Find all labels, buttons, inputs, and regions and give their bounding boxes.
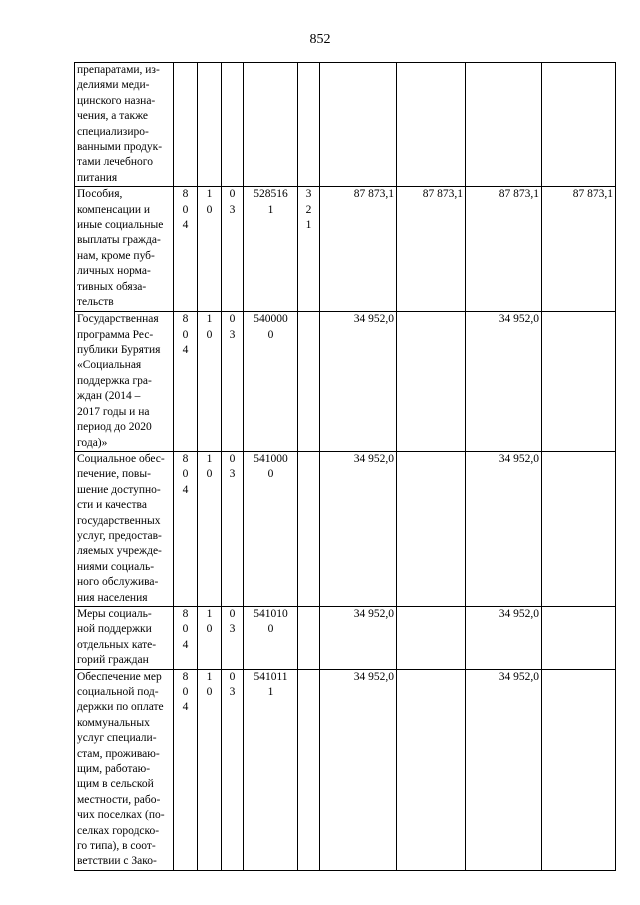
- amount-cell: [397, 606, 466, 669]
- code-expense-type: [298, 606, 320, 669]
- amount-cell: [397, 63, 466, 187]
- amount-cell: [466, 63, 542, 187]
- table-row: [75, 312, 616, 452]
- amount-cell: 87 873,1: [466, 187, 542, 312]
- code-expense-type: [298, 669, 320, 870]
- amount-cell: [542, 312, 616, 452]
- code-department: 8 0 4: [174, 606, 198, 669]
- row-name: Меры социаль- ной поддержки отдельных кате- горий граждан: [75, 606, 174, 669]
- row-name: Социальное обес- печение, повы- шение доступно- сти и качества государственных услуг, предостав- ляемых учрежде- ниями социаль- ного обслужива- ния населения: [75, 451, 174, 606]
- amount-cell: 34 952,0: [466, 451, 542, 606]
- code-target-article: 541011 1: [244, 669, 298, 870]
- code-subsection: 0 3: [222, 669, 244, 870]
- amount-cell: 34 952,0: [466, 606, 542, 669]
- code-subsection: [222, 63, 244, 187]
- amount-cell: 87 873,1: [397, 187, 466, 312]
- code-expense-type: [298, 312, 320, 452]
- code-subsection: 0 3: [222, 606, 244, 669]
- amount-cell: 87 873,1: [542, 187, 616, 312]
- table-row: [75, 63, 616, 187]
- code-section: 1 0: [198, 669, 222, 870]
- code-department: 8 0 4: [174, 312, 198, 452]
- amount-cell: [542, 451, 616, 606]
- amount-cell: [542, 669, 616, 870]
- code-target-article: 541000 0: [244, 451, 298, 606]
- code-department: 8 0 4: [174, 187, 198, 312]
- code-expense-type: 3 2 1: [298, 187, 320, 312]
- amount-cell: 34 952,0: [466, 312, 542, 452]
- page-number: 852: [309, 32, 331, 47]
- code-section: 1 0: [198, 606, 222, 669]
- code-section: 1 0: [198, 187, 222, 312]
- amount-cell: 34 952,0: [320, 669, 397, 870]
- table-row: [75, 187, 616, 312]
- code-target-article: 540000 0: [244, 312, 298, 452]
- table-row: [75, 451, 616, 606]
- code-subsection: 0 3: [222, 451, 244, 606]
- amount-cell: [397, 669, 466, 870]
- amount-cell: 34 952,0: [320, 451, 397, 606]
- code-section: 1 0: [198, 312, 222, 452]
- amount-cell: 34 952,0: [320, 312, 397, 452]
- amount-cell: 34 952,0: [320, 606, 397, 669]
- row-name: Пособия, компенсации и иные социальные выплаты гражда- нам, кроме пуб- личных норма- тивных обяза- тельств: [75, 187, 174, 312]
- code-target-article: [244, 63, 298, 187]
- code-target-article: 528516 1: [244, 187, 298, 312]
- row-name: Государственная программа Рес- публики Бурятия «Социальная поддержка гра- ждан (2014 – 2017 годы и на период до 2020 года)»: [75, 312, 174, 452]
- code-target-article: 541010 0: [244, 606, 298, 669]
- amount-cell: [397, 312, 466, 452]
- table-row: [75, 669, 616, 870]
- code-department: 8 0 4: [174, 669, 198, 870]
- code-department: [174, 63, 198, 187]
- row-name: Обеспечение мер социальной под- держки по оплате коммунальных услуг специали- стам, проживаю- щим, работаю- щим в сельской местности, рабо- чих поселках (по- селках городско- го типа), в соот- ветствии с Зако-: [75, 669, 174, 870]
- amount-cell: 87 873,1: [320, 187, 397, 312]
- code-section: 1 0: [198, 451, 222, 606]
- code-subsection: 0 3: [222, 312, 244, 452]
- table-row: [75, 606, 616, 669]
- amount-cell: [542, 63, 616, 187]
- amount-cell: [320, 63, 397, 187]
- budget-table: [74, 62, 616, 871]
- code-expense-type: [298, 63, 320, 187]
- amount-cell: [397, 451, 466, 606]
- row-name: препаратами, из- делиями меди- цинского назна- чения, а также специализиро- ванными продук- тами лечебного питания: [75, 63, 174, 187]
- amount-cell: 34 952,0: [466, 669, 542, 870]
- code-section: [198, 63, 222, 187]
- code-expense-type: [298, 451, 320, 606]
- code-department: 8 0 4: [174, 451, 198, 606]
- amount-cell: [542, 606, 616, 669]
- code-subsection: 0 3: [222, 187, 244, 312]
